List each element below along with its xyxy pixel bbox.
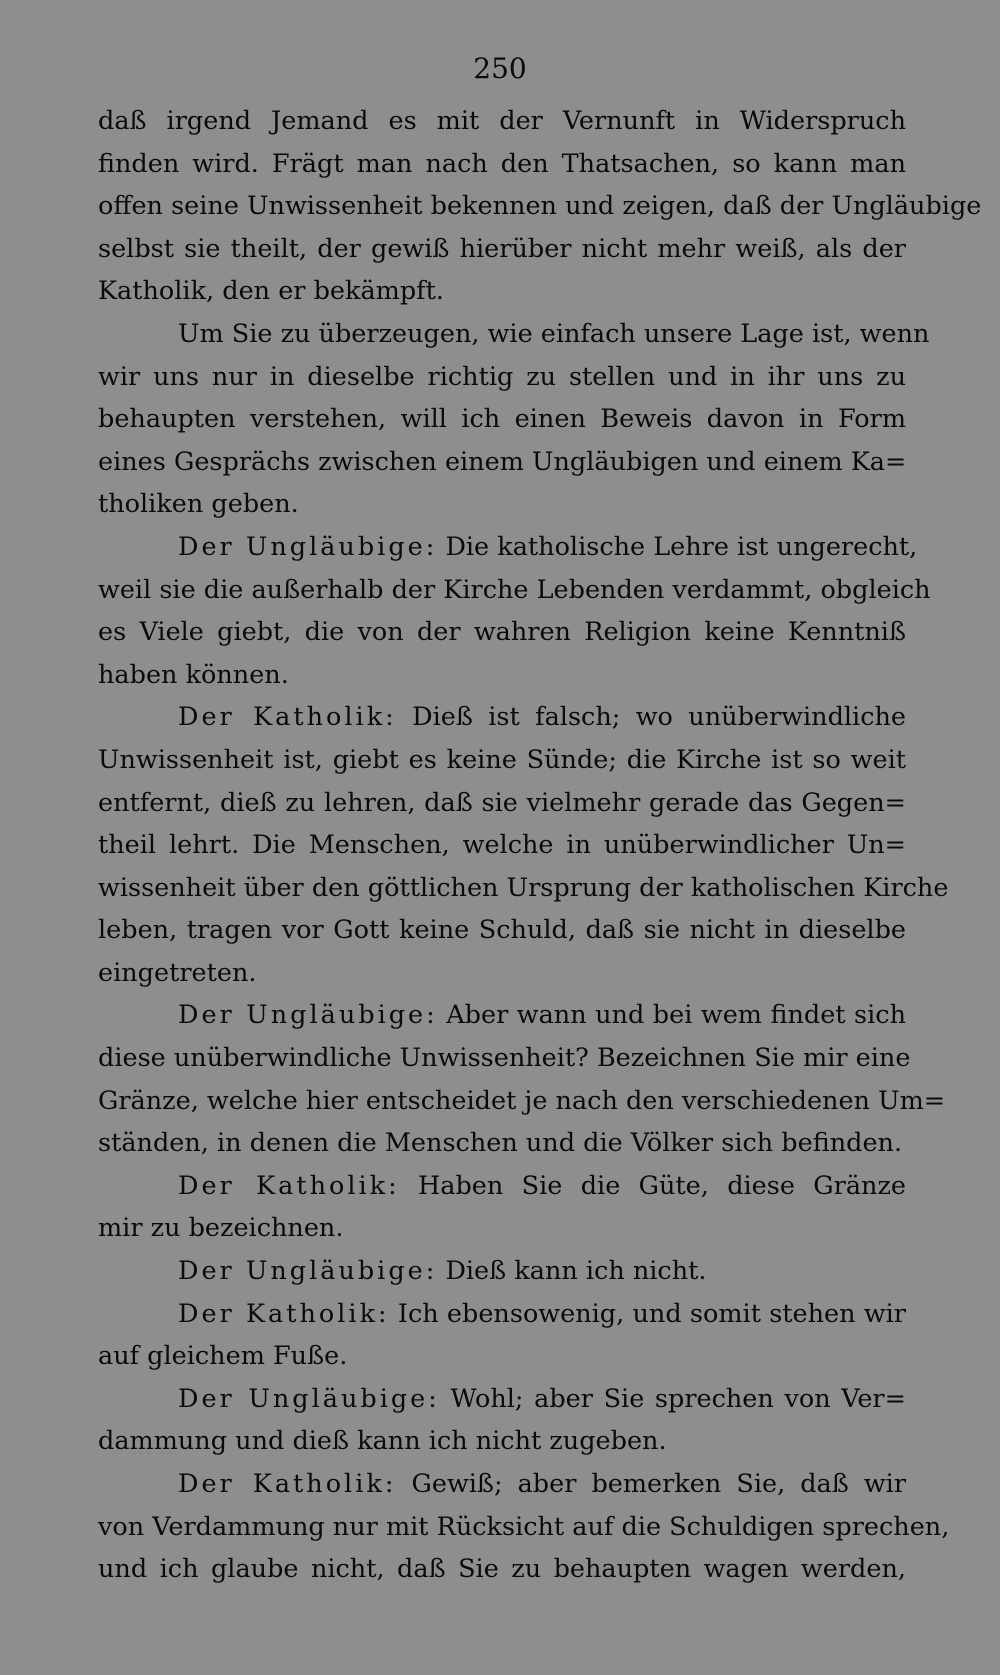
- text-line: entfernt, dieß zu lehren, daß sie vielmehr gerade das Gegen=: [98, 787, 906, 818]
- text-line: behaupten verstehen, will ich einen Beweis davon in Form: [98, 404, 906, 435]
- speaker-label: Der Ungläubige:: [178, 531, 438, 562]
- text-line: haben können.: [98, 659, 289, 690]
- speech-text: Haben Sie die Güte, diese Gränze: [418, 1170, 906, 1201]
- dialogue-line: [98, 994, 906, 1037]
- speech-text: Wohl; aber Sie sprechen von Ver=: [450, 1383, 906, 1414]
- text-line: von Verdammung nur mit Rücksicht auf die Schuldigen sprechen,: [98, 1511, 950, 1542]
- text-line: leben, tragen vor Gott keine Schuld, daß sie nicht in dieselbe: [98, 915, 906, 946]
- speaker-label: Der Ungläubige:: [178, 1000, 438, 1031]
- speech-text: Dieß ist falsch; wo unüberwindliche: [412, 702, 907, 733]
- text-line: selbst sie theilt, der gewiß hierüber nicht mehr weiß, als der: [98, 233, 906, 264]
- text-line: dammung und dieß kann ich nicht zugeben.: [98, 1426, 667, 1457]
- text-line: Um Sie zu überzeugen, wie einfach unsere Lage ist, wenn: [178, 318, 930, 349]
- dialogue-line: [98, 526, 918, 569]
- dialogue-line: [98, 1293, 906, 1336]
- text-line: eines Gesprächs zwischen einem Ungläubigen und einem Ka=: [98, 446, 907, 477]
- text-line: theil lehrt. Die Menschen, welche in unüberwindlicher Un=: [98, 830, 906, 861]
- speech-text: Die katholische Lehre ist ungerecht,: [445, 531, 918, 562]
- dialogue-line: [98, 1378, 906, 1421]
- dialogue-line: [98, 1165, 906, 1208]
- speech-text: Gewiß; aber bemerken Sie, daß wir: [411, 1469, 907, 1499]
- dialogue-line: [98, 1463, 906, 1506]
- dialogue-line: [98, 696, 906, 739]
- text-line: es Viele giebt, die von der wahren Religion keine Kenntniß: [98, 617, 906, 648]
- speaker-label: Der Katholik:: [178, 1298, 390, 1329]
- body-text: [98, 100, 982, 1591]
- dialogue-line: [98, 1250, 906, 1293]
- text-line: mir zu bezeichnen.: [98, 1213, 344, 1244]
- speaker-label: Der Katholik:: [178, 702, 397, 733]
- speaker-label: Der Katholik:: [178, 1170, 400, 1201]
- text-line: und ich glaube nicht, daß Sie zu behaupten wagen werden,: [98, 1554, 906, 1585]
- text-line: wir uns nur in dieselbe richtig zu stellen und in ihr uns zu: [98, 361, 906, 392]
- page-number: 250: [473, 52, 527, 85]
- text-line: wissenheit über den göttlichen Ursprung der katholischen Kirche: [98, 872, 949, 903]
- speech-text: Ich ebensowenig, und somit stehen wir: [397, 1298, 906, 1329]
- speech-text: Aber wann und bei wem findet sich: [446, 1000, 906, 1031]
- text-line: Unwissenheit ist, giebt es keine Sünde; die Kirche ist so weit: [98, 744, 906, 775]
- text-line: weil sie die außerhalb der Kirche Lebenden verdammt, obgleich: [98, 574, 931, 605]
- text-line: Katholik, den er bekämpft.: [98, 276, 444, 307]
- text-line: tholiken geben.: [98, 489, 299, 520]
- speaker-label: Der Ungläubige:: [178, 1256, 438, 1287]
- text-line: daß irgend Jemand es mit der Vernunft in Widerspruch: [98, 106, 906, 136]
- speech-text: Dieß kann ich nicht.: [445, 1256, 707, 1287]
- text-line: offen seine Unwissenheit bekennen und zeigen, daß der Ungläubige: [98, 191, 982, 222]
- text-line: ständen, in denen die Menschen und die Völker sich befinden.: [98, 1128, 903, 1159]
- text-line: diese unüberwindliche Unwissenheit? Bezeichnen Sie mir eine: [98, 1043, 911, 1074]
- text-line: Gränze, welche hier entscheidet je nach den verschiedenen Um=: [98, 1085, 946, 1116]
- speaker-label: Der Katholik:: [178, 1469, 397, 1499]
- speaker-label: Der Ungläubige:: [178, 1383, 440, 1414]
- text-line: finden wird. Frägt man nach den Thatsachen, so kann man: [98, 148, 906, 179]
- text-line: eingetreten.: [98, 957, 257, 988]
- text-line: auf gleichem Fuße.: [98, 1341, 348, 1372]
